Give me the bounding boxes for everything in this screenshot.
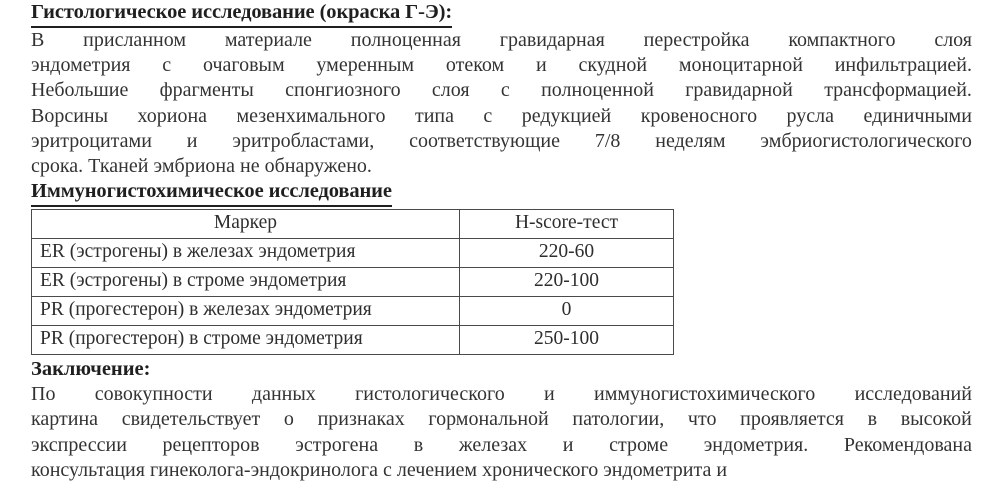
conclusion-line-3: экспрессии рецепторов эстрогена в железах и строме эндометрия. Рекомендована — [31, 433, 972, 456]
histology-line-5: эритроцитами и эритробластами, соответствующие 7/8 неделям эмбриогистологического — [31, 129, 972, 152]
cell-marker: ER (эстрогены) в железах эндометрия — [32, 239, 460, 268]
cell-hscore: 0 — [460, 297, 674, 326]
conclusion-heading: Заключение: — [31, 358, 151, 381]
conclusion-paragraph — [31, 382, 972, 481]
immunohistochemistry-heading-text: Иммуногистохимическое исследование — [31, 179, 392, 207]
conclusion-line-1: По совокупности данных гистологического и иммуногистохимического исследований — [31, 383, 972, 406]
histology-line-1: В присланном материале полноценная гравидарная перестройка компактного слоя — [31, 29, 972, 51]
cell-marker: PR (прогестерон) в железах эндометрия — [32, 297, 460, 326]
table-row — [32, 326, 674, 355]
histology-heading-text: Гистологическое исследование (окраска Г-Э): — [31, 0, 452, 28]
histology-line-2: эндометрия с очаговым умеренным отеком и скудной моноцитарной инфильтрацией. — [31, 54, 972, 77]
conclusion-clipped-text: консультация гинеколога-эндокринолога с лечением хронического эндометрита и — [31, 458, 728, 481]
cell-marker: ER (эстрогены) в строме эндометрия — [32, 268, 460, 297]
cell-hscore: 220-60 — [460, 239, 674, 268]
immunohistochemistry-heading — [31, 179, 972, 207]
histology-line-3: Небольшие фрагменты спонгиозного слоя с полноценной гравидарной трансформацией. — [31, 79, 972, 102]
table-row — [32, 268, 674, 297]
table-row — [32, 297, 674, 326]
conclusion-clipped-line — [31, 458, 972, 481]
histology-heading — [31, 0, 972, 28]
histology-paragraph — [31, 28, 972, 179]
histology-line-4: Ворсины хориона мезенхимального типа с редукцией кровеносного русла единичными — [31, 104, 972, 127]
conclusion-line-2: картина свидетельствует о признаках гормональной патологии, что проявляется в высокой — [31, 408, 972, 431]
table-row — [32, 239, 674, 268]
table-header-row — [32, 210, 674, 239]
histology-line-6: срока. Тканей эмбриона не обнаружено. — [31, 155, 372, 178]
cell-hscore: 220-100 — [460, 268, 674, 297]
document-page — [31, 0, 972, 481]
column-header-hscore: H-score-тест — [460, 210, 674, 239]
cell-hscore: 250-100 — [460, 326, 674, 355]
cell-marker: PR (прогестерон) в строме эндометрия — [32, 326, 460, 355]
immunohistochemistry-table — [31, 209, 674, 355]
column-header-marker: Маркер — [32, 210, 460, 239]
